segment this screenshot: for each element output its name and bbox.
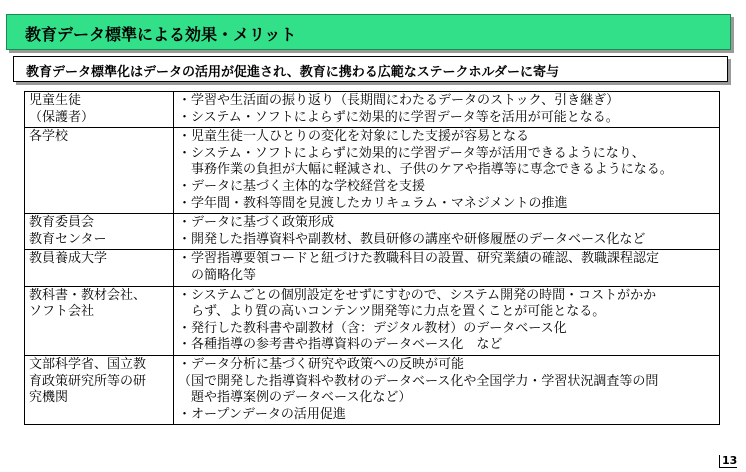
- table-row: [25, 286, 720, 355]
- benefits-cell: [174, 214, 720, 250]
- benefit-line: ・各種指導の参考書や指導資料のデータベース化 など: [178, 337, 503, 353]
- benefit-line: ・学年間・教科等間を見渡したカリキュラム・マネジメントの推進: [178, 195, 568, 211]
- benefits-cell: [174, 355, 720, 424]
- stakeholder-line: 各学校: [29, 129, 69, 145]
- benefits-cell: [174, 128, 720, 214]
- table-row: [25, 250, 720, 286]
- benefit-line: 題や指導案例のデータベース化など）: [178, 390, 412, 406]
- benefit-line: ・発行した教科書や副教材（含：デジタル教材）のデータベース化: [178, 320, 567, 336]
- benefit-line: ・データに基づく政策形成: [178, 215, 335, 231]
- stakeholder-line: 文部科学省、国立教: [29, 356, 147, 372]
- stakeholder-cell: [25, 128, 174, 214]
- benefits-table-body: [25, 92, 720, 425]
- benefit-line: 事務作業の負担が大幅に軽減され、子供のケアや指導等に専念できるようになる。: [178, 162, 673, 178]
- stakeholder-line: 児童生徒: [29, 93, 82, 108]
- benefit-line: ・児童生徒一人ひとりの変化を対象にした支援が容易となる: [178, 129, 530, 145]
- stakeholder-line: 教科書・教材会社、: [29, 287, 147, 303]
- table-row: [25, 355, 720, 424]
- stakeholder-line: ソフト会社: [29, 304, 95, 320]
- benefit-line: （国で開発した指導資料や教材のデータベース化や全国学力・学習状況調査等の問: [178, 373, 659, 389]
- benefit-line: ・データ分析に基づく研究や政策への反映が可能: [178, 356, 465, 372]
- stakeholder-cell: [25, 214, 174, 250]
- stakeholder-line: （保護者）: [29, 109, 95, 125]
- table-row: [25, 128, 720, 214]
- title-bar: [6, 14, 731, 50]
- benefit-line: ・システムごとの個別設定をせずにすむので、システム開発の時間・コストがかか: [178, 287, 657, 303]
- page-subtitle: 教育データ標準化はデータの活用が促進され、教育に携わる広範なステークホルダーに寄与: [26, 65, 560, 80]
- stakeholder-cell: [25, 250, 174, 286]
- benefit-line: らず、より質の高いコンテンツ開発等に力点を置くことが可能となる。: [178, 304, 606, 320]
- benefits-cell: [174, 92, 720, 128]
- page-number: 13: [719, 455, 737, 468]
- benefit-line: ・オープンデータの活用促進: [178, 406, 346, 422]
- stakeholder-line: 教育委員会: [29, 215, 95, 231]
- table-row: [25, 214, 720, 250]
- page-title: 教育データ標準による効果・メリット: [25, 25, 297, 44]
- benefits-cell: [174, 286, 720, 355]
- benefit-line: ・学習指導要領コードと紐づけた教職科目の設置、研究業績の確認、教職課程認定: [178, 251, 660, 267]
- benefit-line: の簡略化等: [178, 267, 257, 283]
- stakeholder-cell: [25, 286, 174, 355]
- benefit-line: ・データに基づく主体的な学校経営を支援: [178, 178, 426, 194]
- stakeholder-line: 究機関: [29, 390, 69, 406]
- stakeholder-line: 教育センター: [29, 231, 107, 247]
- benefit-line: ・システム・ソフトによらずに効果的に学習データ等が活用できるようになり、: [178, 145, 645, 161]
- stakeholder-cell: [25, 92, 174, 128]
- table-row: [25, 92, 720, 128]
- stakeholder-line: 育政策研究所等の研: [29, 373, 147, 389]
- benefit-line: ・開発した指導資料や副教材、教員研修の講座や研修履歴のデータベース化など: [178, 231, 646, 247]
- benefit-line: ・学習や生活面の振り返り（長期間にわたるデータのストック、引き継ぎ）: [178, 93, 620, 108]
- stakeholder-cell: [25, 355, 174, 424]
- stakeholder-line: 教員養成大学: [29, 251, 108, 267]
- benefit-line: ・システム・ソフトによらずに効果的に学習データ等を活用が可能となる。: [178, 109, 619, 125]
- subtitle-box: [13, 56, 728, 82]
- benefits-table: [24, 91, 720, 425]
- benefits-cell: [174, 250, 720, 286]
